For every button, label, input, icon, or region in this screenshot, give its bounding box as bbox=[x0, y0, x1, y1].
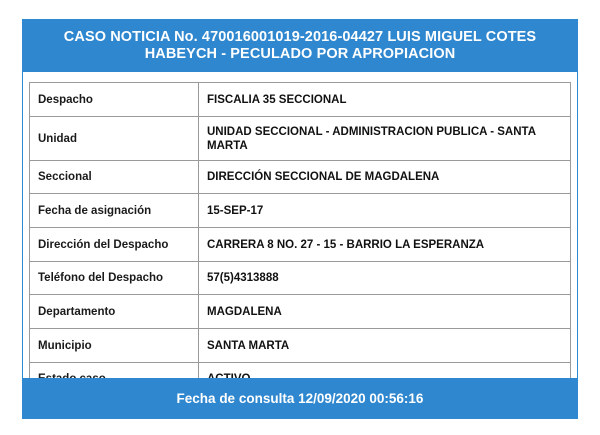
row-value-municipio: SANTA MARTA bbox=[199, 329, 571, 363]
row-value-unidad: UNIDAD SECCIONAL - ADMINISTRACION PUBLICA - SANTA MARTA bbox=[199, 117, 571, 161]
row-value-despacho: FISCALIA 35 SECCIONAL bbox=[199, 83, 571, 117]
table-row bbox=[30, 83, 571, 117]
row-label-direccion: Dirección del Despacho bbox=[30, 228, 199, 262]
table-row bbox=[30, 194, 571, 228]
case-card bbox=[22, 19, 578, 419]
case-title: CASO NOTICIA No. 470016001019-2016-04427 LUIS MIGUEL COTES HABEYCH - PECULADO POR APROPIACION bbox=[63, 29, 537, 62]
consultation-date: Fecha de consulta 12/09/2020 00:56:16 bbox=[176, 390, 424, 406]
table-row bbox=[30, 262, 571, 295]
row-value-seccional: DIRECCIÓN SECCIONAL DE MAGDALENA bbox=[199, 161, 571, 194]
case-details-table bbox=[29, 82, 571, 396]
table-row bbox=[30, 161, 571, 194]
table-row bbox=[30, 329, 571, 363]
row-label-municipio: Municipio bbox=[30, 329, 199, 363]
row-label-unidad: Unidad bbox=[30, 117, 199, 161]
table-row bbox=[30, 117, 571, 161]
row-label-telefono: Teléfono del Despacho bbox=[30, 262, 199, 295]
row-label-departamento: Departamento bbox=[30, 295, 199, 329]
row-label-fecha-asignacion: Fecha de asignación bbox=[30, 194, 199, 228]
row-label-despacho: Despacho bbox=[30, 83, 199, 117]
case-title-header bbox=[23, 20, 577, 72]
table-row bbox=[30, 295, 571, 329]
table-row bbox=[30, 228, 571, 262]
row-label-seccional: Seccional bbox=[30, 161, 199, 194]
row-value-departamento: MAGDALENA bbox=[199, 295, 571, 329]
consultation-footer bbox=[23, 378, 577, 418]
row-value-direccion: CARRERA 8 NO. 27 - 15 - BARRIO LA ESPERANZA bbox=[199, 228, 571, 262]
row-value-fecha-asignacion: 15-SEP-17 bbox=[199, 194, 571, 228]
row-value-telefono: 57(5)4313888 bbox=[199, 262, 571, 295]
